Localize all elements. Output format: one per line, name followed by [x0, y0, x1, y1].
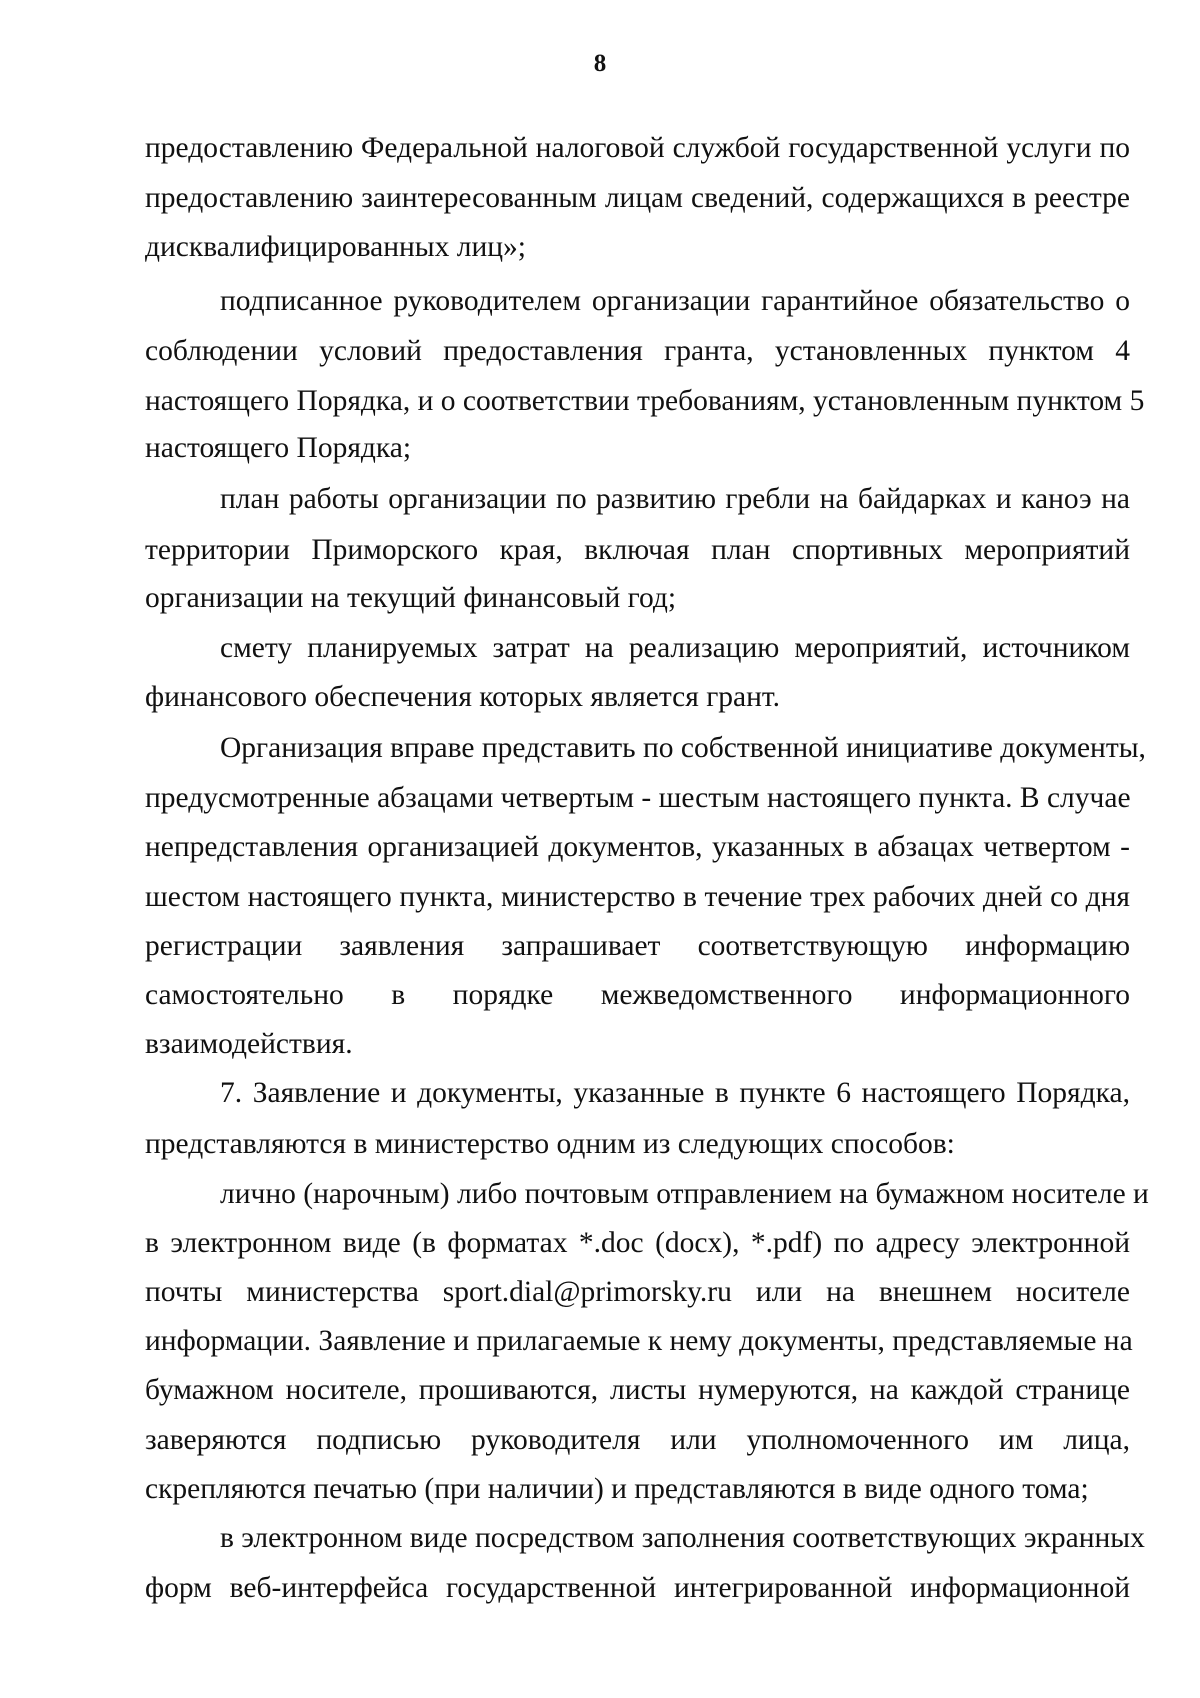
text-line: план работы организации по развитию гребли на байдарках и каноэ на: [220, 483, 1130, 515]
text-line: бумажном носителе, прошиваются, листы нумеруются, на каждой странице: [145, 1374, 1130, 1406]
text-line: подписанное руководителем организации гарантийное обязательство о: [220, 285, 1130, 317]
text-line: непредставления организацией документов, указанных в абзацах четвертом -: [145, 831, 1130, 863]
text-line: Организация вправе представить по собственной инициативе документы,: [220, 732, 1146, 764]
text-line: в электронном виде посредством заполнения соответствующих экранных: [220, 1522, 1145, 1554]
text-line: предоставлению Федеральной налоговой службой государственной услуги по: [145, 132, 1130, 164]
text-line: заверяются подписью руководителя или уполномоченного им лица,: [145, 1424, 1130, 1456]
page-number: 8: [593, 50, 607, 77]
text-line: смету планируемых затрат на реализацию мероприятий, источником: [220, 632, 1130, 664]
text-line: лично (нарочным) либо почтовым отправлением на бумажном носителе и: [220, 1178, 1149, 1210]
text-line: шестом настоящего пункта, министерство в течение трех рабочих дней со дня: [145, 881, 1130, 913]
text-line: представляются в министерство одним из следующих способов:: [145, 1128, 955, 1160]
text-line: настоящего Порядка;: [145, 432, 412, 464]
text-line: предоставлению заинтересованным лицам сведений, содержащихся в реестре: [145, 182, 1130, 214]
text-line: взаимодействия.: [145, 1028, 353, 1060]
text-line: 7. Заявление и документы, указанные в пункте 6 настоящего Порядка,: [220, 1077, 1130, 1109]
text-line: соблюдении условий предоставления гранта, установленных пунктом 4: [145, 335, 1130, 367]
text-line: регистрации заявления запрашивает соответствующую информацию: [145, 930, 1130, 962]
text-line: информации. Заявление и прилагаемые к нему документы, представляемые на: [145, 1325, 1133, 1357]
text-line: территории Приморского края, включая план спортивных мероприятий: [145, 534, 1130, 566]
text-line: в электронном виде (в форматах *.doc (docx), *.pdf) по адресу электронной: [145, 1227, 1130, 1259]
text-line: форм веб-интерфейса государственной интегрированной информационной: [145, 1572, 1130, 1604]
text-line: скрепляются печатью (при наличии) и представляются в виде одного тома;: [145, 1473, 1089, 1505]
text-line: самостоятельно в порядке межведомственного информационного: [145, 979, 1130, 1011]
text-line: настоящего Порядка, и о соответствии требованиям, установленным пунктом 5: [145, 385, 1145, 417]
text-line: организации на текущий финансовый год;: [145, 582, 677, 614]
text-line: финансового обеспечения которых является грант.: [145, 681, 780, 713]
text-line: предусмотренные абзацами четвертым - шестым настоящего пункта. В случае: [145, 782, 1131, 814]
text-line: дисквалифицированных лиц»;: [145, 231, 526, 263]
text-line: почты министерства sport.dial@primorsky.ru или на внешнем носителе: [145, 1276, 1130, 1308]
